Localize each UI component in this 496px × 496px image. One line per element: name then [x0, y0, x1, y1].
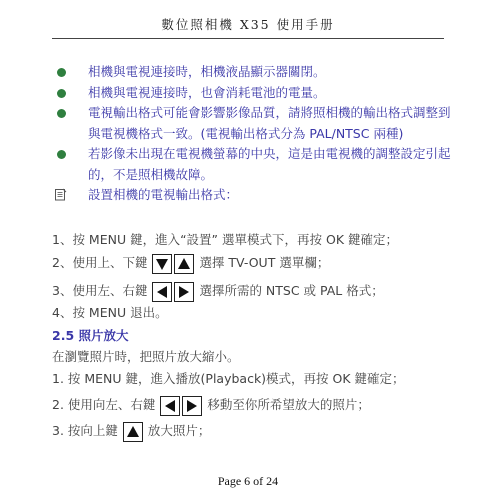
left-key-icon [152, 282, 172, 302]
bullet-text: 相機與電視連接時，相機液晶顯示器關閉。 [88, 64, 326, 79]
zoom-step-1: 1. 按 MENU 鍵，進入播放(Playback)模式，再按 OK 鍵確定； [52, 371, 405, 386]
bullet-dot-icon [57, 89, 66, 98]
zoom-step-2-suffix: 移動至你所希望放大的照片； [207, 397, 370, 412]
note-text: 設置相機的電視輸出格式： [88, 187, 239, 202]
section-title: 2.5 照片放大 [52, 328, 129, 343]
up-key-icon [123, 422, 143, 442]
bullet-list [52, 62, 452, 205]
tv-step-2-prefix: 2、使用上、下鍵 [52, 255, 148, 270]
bullet-dot-icon [57, 68, 66, 77]
down-key-icon [152, 254, 172, 274]
zoom-step-3 [52, 421, 462, 442]
memo-icon [54, 188, 67, 201]
bullet-item [52, 103, 452, 144]
section-intro: 在瀏覽照片時，把照片放大縮小。 [52, 349, 240, 364]
zoom-step-2-prefix: 2. 使用向左、右鍵 [52, 397, 156, 412]
tv-step-3 [52, 281, 462, 302]
bullet-item [52, 83, 452, 104]
tv-step-1: 1、按 MENU 鍵，進入“設置” 選單模式下，再按 OK 鍵確定； [52, 232, 398, 247]
note-line [52, 185, 452, 205]
tv-step-3-suffix: 選擇所需的 NTSC 或 PAL 格式； [199, 283, 384, 298]
right-key-icon [174, 282, 194, 302]
zoom-step-2 [52, 395, 462, 416]
bullet-text: 相機與電視連接時，也會消耗電池的電量。 [88, 84, 326, 100]
tv-step-3-prefix: 3、使用左、右鍵 [52, 283, 148, 298]
bullet-text: 若影像未出現在電視機螢幕的中央，這是由電視機的調整設定引起的，不是照相機故障。 [88, 146, 451, 182]
bullet-item [52, 144, 452, 185]
bullet-text: 電視輸出格式可能會影響影像品質，請將照相機的輸出格式調整到與電視機格式一致。(電視輸出格式分為 PAL/NTSC 兩種) [88, 105, 451, 141]
tv-step-4: 4、按 MENU 退出。 [52, 305, 168, 320]
zoom-step-3-suffix: 放大照片； [147, 423, 211, 438]
bullet-item [52, 62, 452, 83]
left-key-icon [160, 396, 180, 416]
tv-step-2 [52, 253, 462, 274]
page-header: 數位照相機 X35 使用手册 [52, 14, 444, 39]
right-key-icon [182, 396, 202, 416]
tv-step-2-suffix: 選擇 TV-OUT 選單欄； [199, 255, 330, 270]
zoom-step-3-prefix: 3. 按向上鍵 [52, 423, 118, 438]
bullet-dot-icon [57, 109, 66, 118]
page-footer: Page 6 of 24 [217, 474, 279, 488]
up-key-icon [174, 254, 194, 274]
bullet-dot-icon [57, 150, 66, 159]
